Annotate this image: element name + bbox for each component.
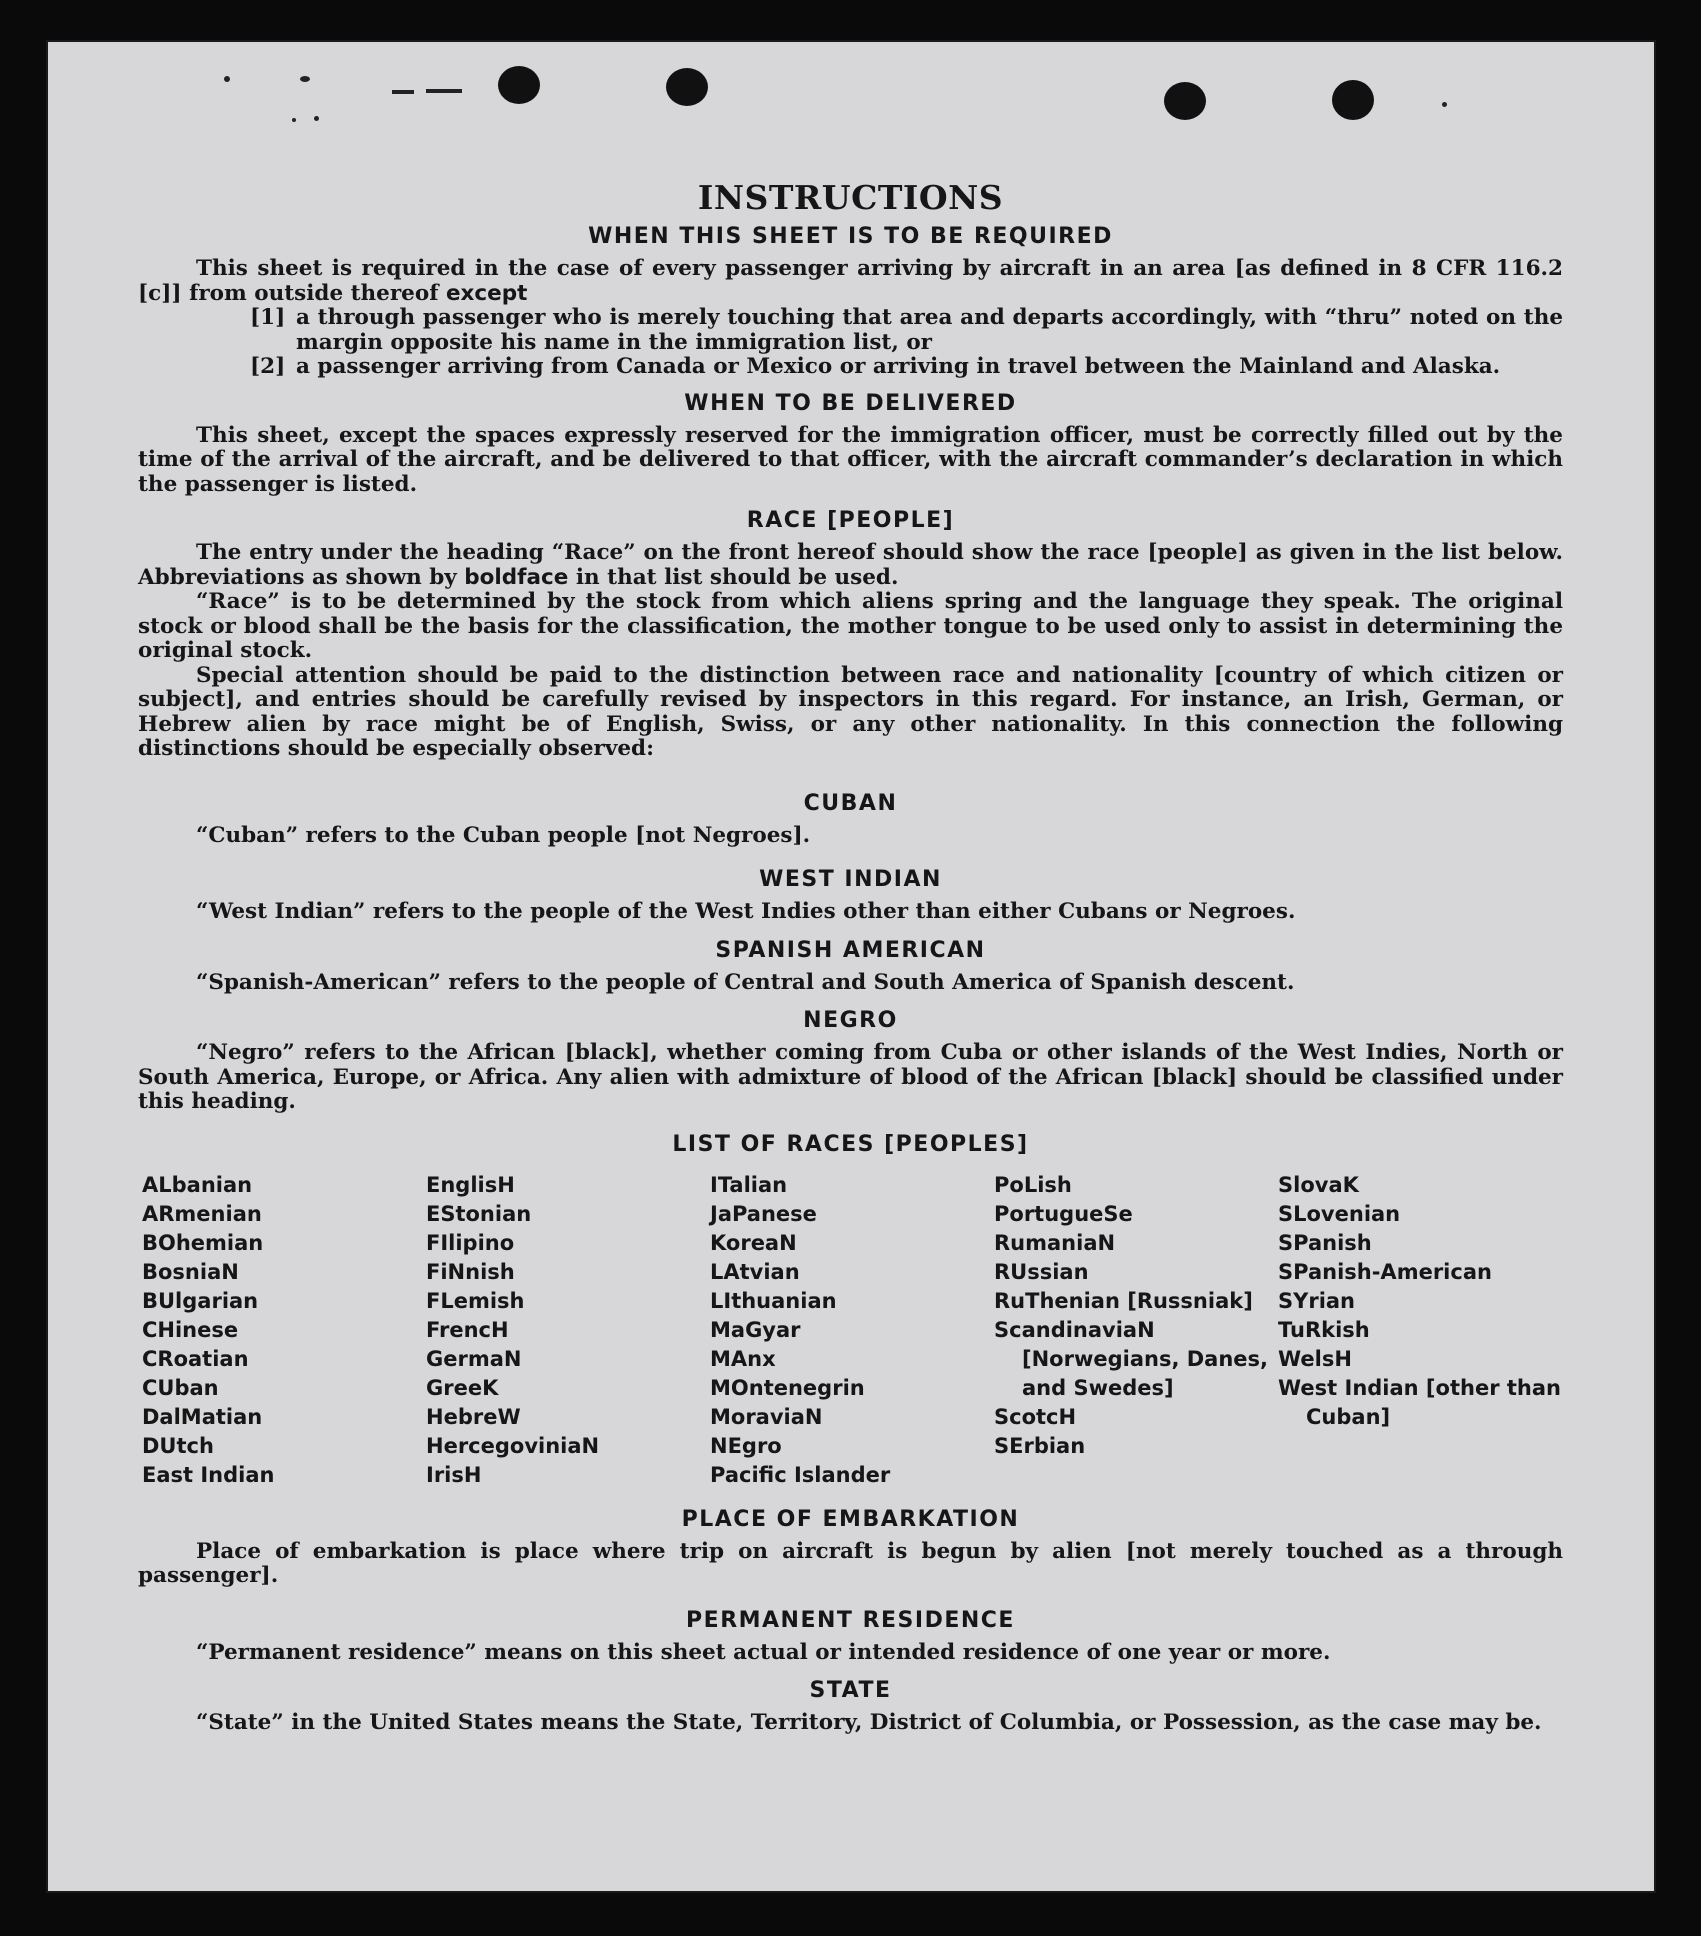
race-item: FIlipino [426,1230,515,1255]
race-item: West Indian [other than Cuban] [1278,1375,1561,1429]
negro-text: “Negro” refers to the African [black], whether coming from Cuba or other islands of the West Indies, North or South America, Europe, or Africa. Any alien with admixture of blood of the African [black] should be classified under this heading. [138,1040,1563,1114]
spanish-american-text: “Spanish-American” refers to the people of Central and South America of Spanish descent. [196,969,1295,995]
race-item: PortugueSe [994,1201,1133,1226]
section-heading-race: RACE [PEOPLE] [746,508,955,533]
race-paragraph-1: The entry under the heading “Race” on the front hereof should show the race [people] as given in the list below. Abbreviations as shown by boldface in that list should be used. [138,540,1563,590]
race-item: ITalian [710,1172,788,1197]
list-item: [2] a passenger arriving from Canada or Mexico or arriving in travel between the Mainland and Alaska. [250,354,1501,379]
race-item: RUssian [994,1259,1089,1284]
race-column-4 [994,1171,1278,1490]
scan-mark [292,118,296,122]
race-item: SErbian [994,1433,1086,1458]
list-item: [1] a through passenger who is merely touching that area and departs accordingly, with “thru” noted on the margin opposite his name in the immigration list, or [250,305,1563,355]
scan-mark [300,76,310,82]
section-heading-list: LIST OF RACES [PEOPLES] [672,1131,1029,1157]
race-item: HercegoviniaN [426,1433,600,1458]
race-item: LAtvian [710,1259,800,1284]
section-heading-west-indian: WEST INDIAN [759,867,942,892]
race-item: CHinese [142,1317,239,1342]
scan-mark [1442,102,1447,107]
punch-hole-3 [1164,82,1206,120]
race-item: MOntenegrin [710,1375,865,1400]
race-item: SLovenian [1278,1201,1401,1226]
race-item: East Indian [142,1462,275,1487]
race-column-5 [1278,1171,1562,1490]
scan-mark [426,89,462,93]
section-heading-spanish-american: SPANISH AMERICAN [715,937,986,963]
punch-hole-4 [1332,80,1374,120]
section-heading-cuban: CUBAN [803,790,898,816]
race-item: FLemish [426,1288,525,1313]
section-heading-negro: NEGRO [803,1008,898,1033]
instructions-content [138,140,1563,1736]
race-item: EnglisH [426,1172,515,1197]
race-item: RuThenian [Russniak] [994,1288,1253,1313]
race-item: GreeK [426,1375,499,1400]
race-item: CUban [142,1375,219,1400]
scan-mark [392,90,414,94]
race-item: MaGyar [710,1317,801,1342]
section-heading-required: WHEN THIS SHEET IS TO BE REQUIRED [588,224,1113,249]
race-item: FrencH [426,1317,509,1342]
race-item: JaPanese [710,1201,817,1226]
race-list [142,1171,1563,1490]
race-item: BOhemian [142,1230,264,1255]
race-item: ALbanian [142,1172,253,1197]
required-intro: This sheet is required in the case of every passenger arriving by aircraft in an area [as defined in 8 CFR 116.2 [c]] from outside thereof except [138,256,1563,306]
exception-list [250,306,1563,380]
race-item: MoraviaN [710,1404,823,1429]
race-item: NEgro [710,1433,782,1458]
state-text: “State” in the United States means the State, Territory, District of Columbia, or Possession, as the case may be. [196,1710,1542,1735]
race-item: SlovaK [1278,1172,1359,1197]
race-item: WelsH [1278,1346,1352,1371]
race-item: HebreW [426,1404,521,1429]
race-item: FiNnish [426,1259,515,1284]
race-column-2 [426,1171,710,1490]
west-indian-text: “West Indian” refers to the people of the West Indies other than either Cubans or Negroes. [196,899,1296,924]
residence-text: “Permanent residence” means on this sheet actual or intended residence of one year or more. [196,1639,1331,1665]
section-heading-residence: PERMANENT RESIDENCE [686,1607,1015,1633]
race-item: Pacific Islander [710,1462,891,1487]
race-item: BUlgarian [142,1288,259,1313]
cuban-text: “Cuban” refers to the Cuban people [not Negroes]. [196,822,811,848]
scan-mark [314,116,319,121]
section-heading-delivered: WHEN TO BE DELIVERED [684,390,1017,416]
race-item: IrisH [426,1462,482,1487]
race-column-3 [710,1171,994,1490]
race-paragraph-3: Special attention should be paid to the distinction between race and nationality [country of which citizen or subject], and entries should be carefully revised by inspectors in this regard. For instance, an Irish, German, or Hebrew alien by race might be of English, Swiss, or any other nationality. In this connection the following distinctions should be especially observed: [138,662,1563,761]
race-item: BosniaN [142,1259,239,1284]
race-item: SYrian [1278,1288,1356,1313]
race-column-1 [142,1171,426,1490]
race-item: PoLish [994,1172,1072,1197]
embarkation-text: Place of embarkation is place where trip on aircraft is begun by alien [not merely touched as a through passenger]. [138,1538,1563,1588]
race-item: RumaniaN [994,1230,1116,1255]
race-item: DUtch [142,1433,214,1458]
race-item: KoreaN [710,1230,797,1255]
punch-hole-2 [666,68,708,106]
race-item: ScandinaviaN [Norwegians, Danes, and Swedes] [994,1317,1269,1400]
delivered-text: This sheet, except the spaces expressly reserved for the immigration officer, must be correctly filled out by the time of the arrival of the aircraft, and be delivered to that officer, with the aircraft commander’s declaration in which the passenger is listed. [138,422,1563,497]
page-title: INSTRUCTIONS [697,178,1004,217]
scan-mark [224,76,230,82]
race-item: ScotcH [994,1404,1077,1429]
race-item: ARmenian [142,1201,262,1226]
punch-hole-1 [498,66,540,104]
race-item: TuRkish [1278,1317,1370,1342]
race-item: CRoatian [142,1346,249,1371]
document-sheet [46,40,1656,1893]
section-heading-embarkation: PLACE OF EMBARKATION [681,1506,1020,1532]
race-item: DalMatian [142,1404,263,1429]
race-paragraph-2: “Race” is to be determined by the stock from which aliens spring and the language they speak. The original stock or blood shall be the basis for the classification, the mother tongue to be used only to assist in determining the original stock. [138,589,1563,663]
race-item: LIthuanian [710,1288,837,1313]
race-item: MAnx [710,1346,776,1371]
race-item: SPanish [1278,1230,1372,1255]
race-item: EStonian [426,1201,532,1226]
race-item: GermaN [426,1346,522,1371]
race-item: SPanish-American [1278,1259,1492,1284]
section-heading-state: STATE [809,1678,892,1703]
